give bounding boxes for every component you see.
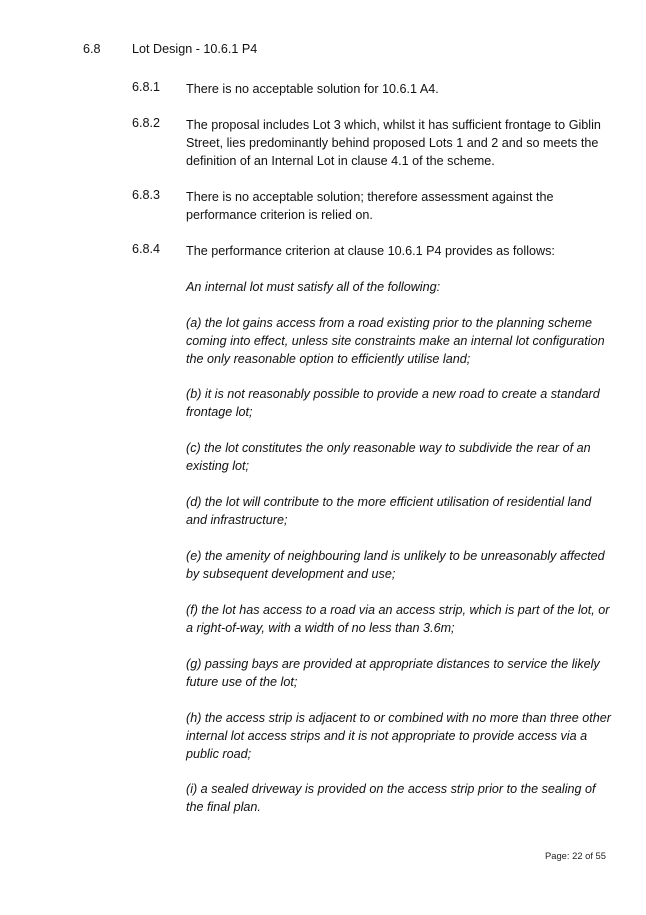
criterion-item-b: (b) it is not reasonably possible to provide a new road to create a standard frontage lot; — [186, 387, 600, 419]
page-number: Page: 22 of 55 — [545, 850, 606, 861]
clause-text: There is no acceptable solution for 10.6.1 A4. — [186, 82, 439, 96]
clause-number: 6.8.2 — [132, 116, 161, 130]
criterion-item-c: (c) the lot constitutes the only reasonable way to subdivide the rear of an existing lot; — [186, 441, 591, 473]
criterion-item-f: (f) the lot has access to a road via an access strip, which is part of the lot, or a right-of-way, with a width of no less than 3.6m; — [186, 603, 610, 635]
criterion-item-g: (g) passing bays are provided at appropriate distances to service the likely future use of the lot; — [186, 657, 600, 689]
clause-number: 6.8.4 — [132, 242, 161, 256]
section-title: Lot Design - 10.6.1 P4 — [132, 42, 258, 56]
criterion-item-e: (e) the amenity of neighbouring land is unlikely to be unreasonably affected by subsequent development and use; — [186, 549, 605, 581]
section-number: 6.8 — [83, 42, 101, 56]
clause-number: 6.8.3 — [132, 188, 161, 202]
clause-text: The performance criterion at clause 10.6.1 P4 provides as follows: — [186, 244, 555, 258]
criterion-item-i: (i) a sealed driveway is provided on the access strip prior to the sealing of the final plan. — [186, 782, 596, 814]
clause-text: The proposal includes Lot 3 which, whilst it has sufficient frontage to Giblin Street, lies predominantly behind proposed Lots 1 and 2 and so meets the definition of an Internal Lot in clause 4.1 of the scheme. — [186, 118, 601, 168]
criterion-item-a: (a) the lot gains access from a road existing prior to the planning scheme coming into effect, unless site constraints make an internal lot configuration the only reasonable option to efficiently utilise land; — [186, 316, 605, 366]
criterion-item-d: (d) the lot will contribute to the more efficient utilisation of residential land and infrastructure; — [186, 495, 592, 527]
criterion-intro: An internal lot must satisfy all of the following: — [186, 280, 441, 294]
clause-number: 6.8.1 — [132, 80, 161, 94]
clause-text: There is no acceptable solution; therefore assessment against the performance criterion is relied on. — [186, 190, 554, 222]
criterion-item-h: (h) the access strip is adjacent to or combined with no more than three other internal lot access strips and it is not appropriate to provide access via a public road; — [186, 711, 611, 761]
